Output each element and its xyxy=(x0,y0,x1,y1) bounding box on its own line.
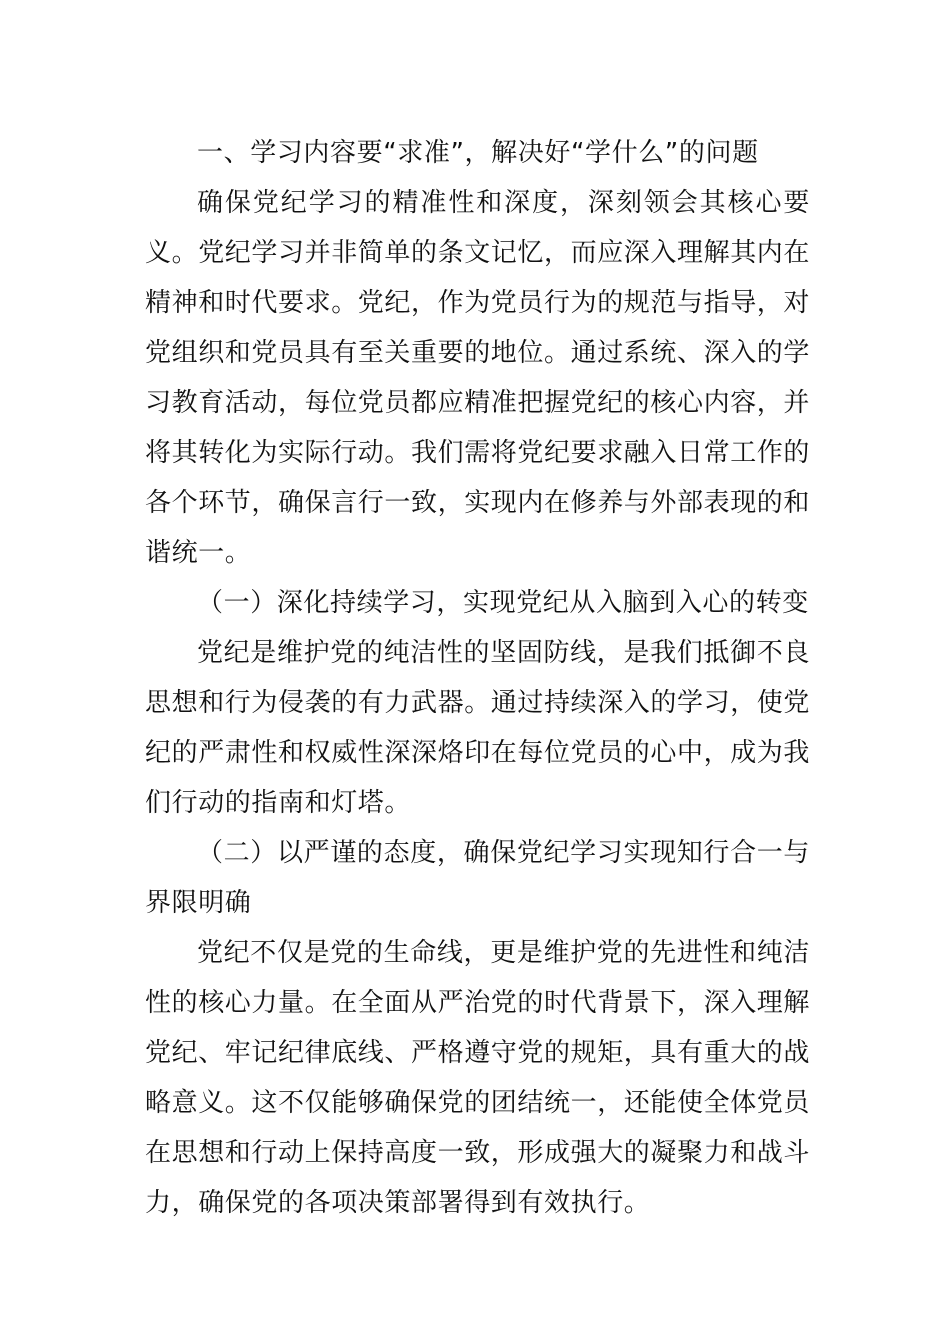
document-body xyxy=(145,128,810,1228)
subsection-heading-1: （一）深化持续学习，实现党纪从入脑到入心的转变 xyxy=(197,588,809,618)
section-title: 一、学习内容要“求准”，解决好“学什么”的问题 xyxy=(197,138,759,168)
subsection-body-1: 党纪是维护党的纯洁性的坚固防线，是我们抵御不良思想和行为侵袭的有力武器。通过持续深入的学习，使党纪的严肃性和权威性深深烙印在每位党员的心中，成为我们行动的指南和灯塔。 xyxy=(145,638,811,818)
subsection-body-2: 党纪不仅是党的生命线，更是维护党的先进性和纯洁性的核心力量。在全面从严治党的时代背景下，深入理解党纪、牢记纪律底线、严格遵守党的规矩，具有重大的战略意义。这不仅能够确保党的团结统一，还能使全体党员在思想和行动上保持高度一致，形成强大的凝聚力和战斗力，确保党的各项决策部署得到有效执行。 xyxy=(145,938,811,1218)
subsection-heading-2: （二）以严谨的态度，确保党纪学习实现知行合一与界限明确 xyxy=(145,838,810,918)
intro-paragraph: 确保党纪学习的精准性和深度，深刻领会其核心要义。党纪学习并非简单的条文记忆，而应深入理解其内在精神和时代要求。党纪，作为党员行为的规范与指导，对党组织和党员具有至关重要的地位。通过系统、深入的学习教育活动，每位党员都应精准把握党纪的核心内容，并将其转化为实际行动。我们需将党纪要求融入日常工作的各个环节，确保言行一致，实现内在修养与外部表现的和谐统一。 xyxy=(145,188,811,568)
